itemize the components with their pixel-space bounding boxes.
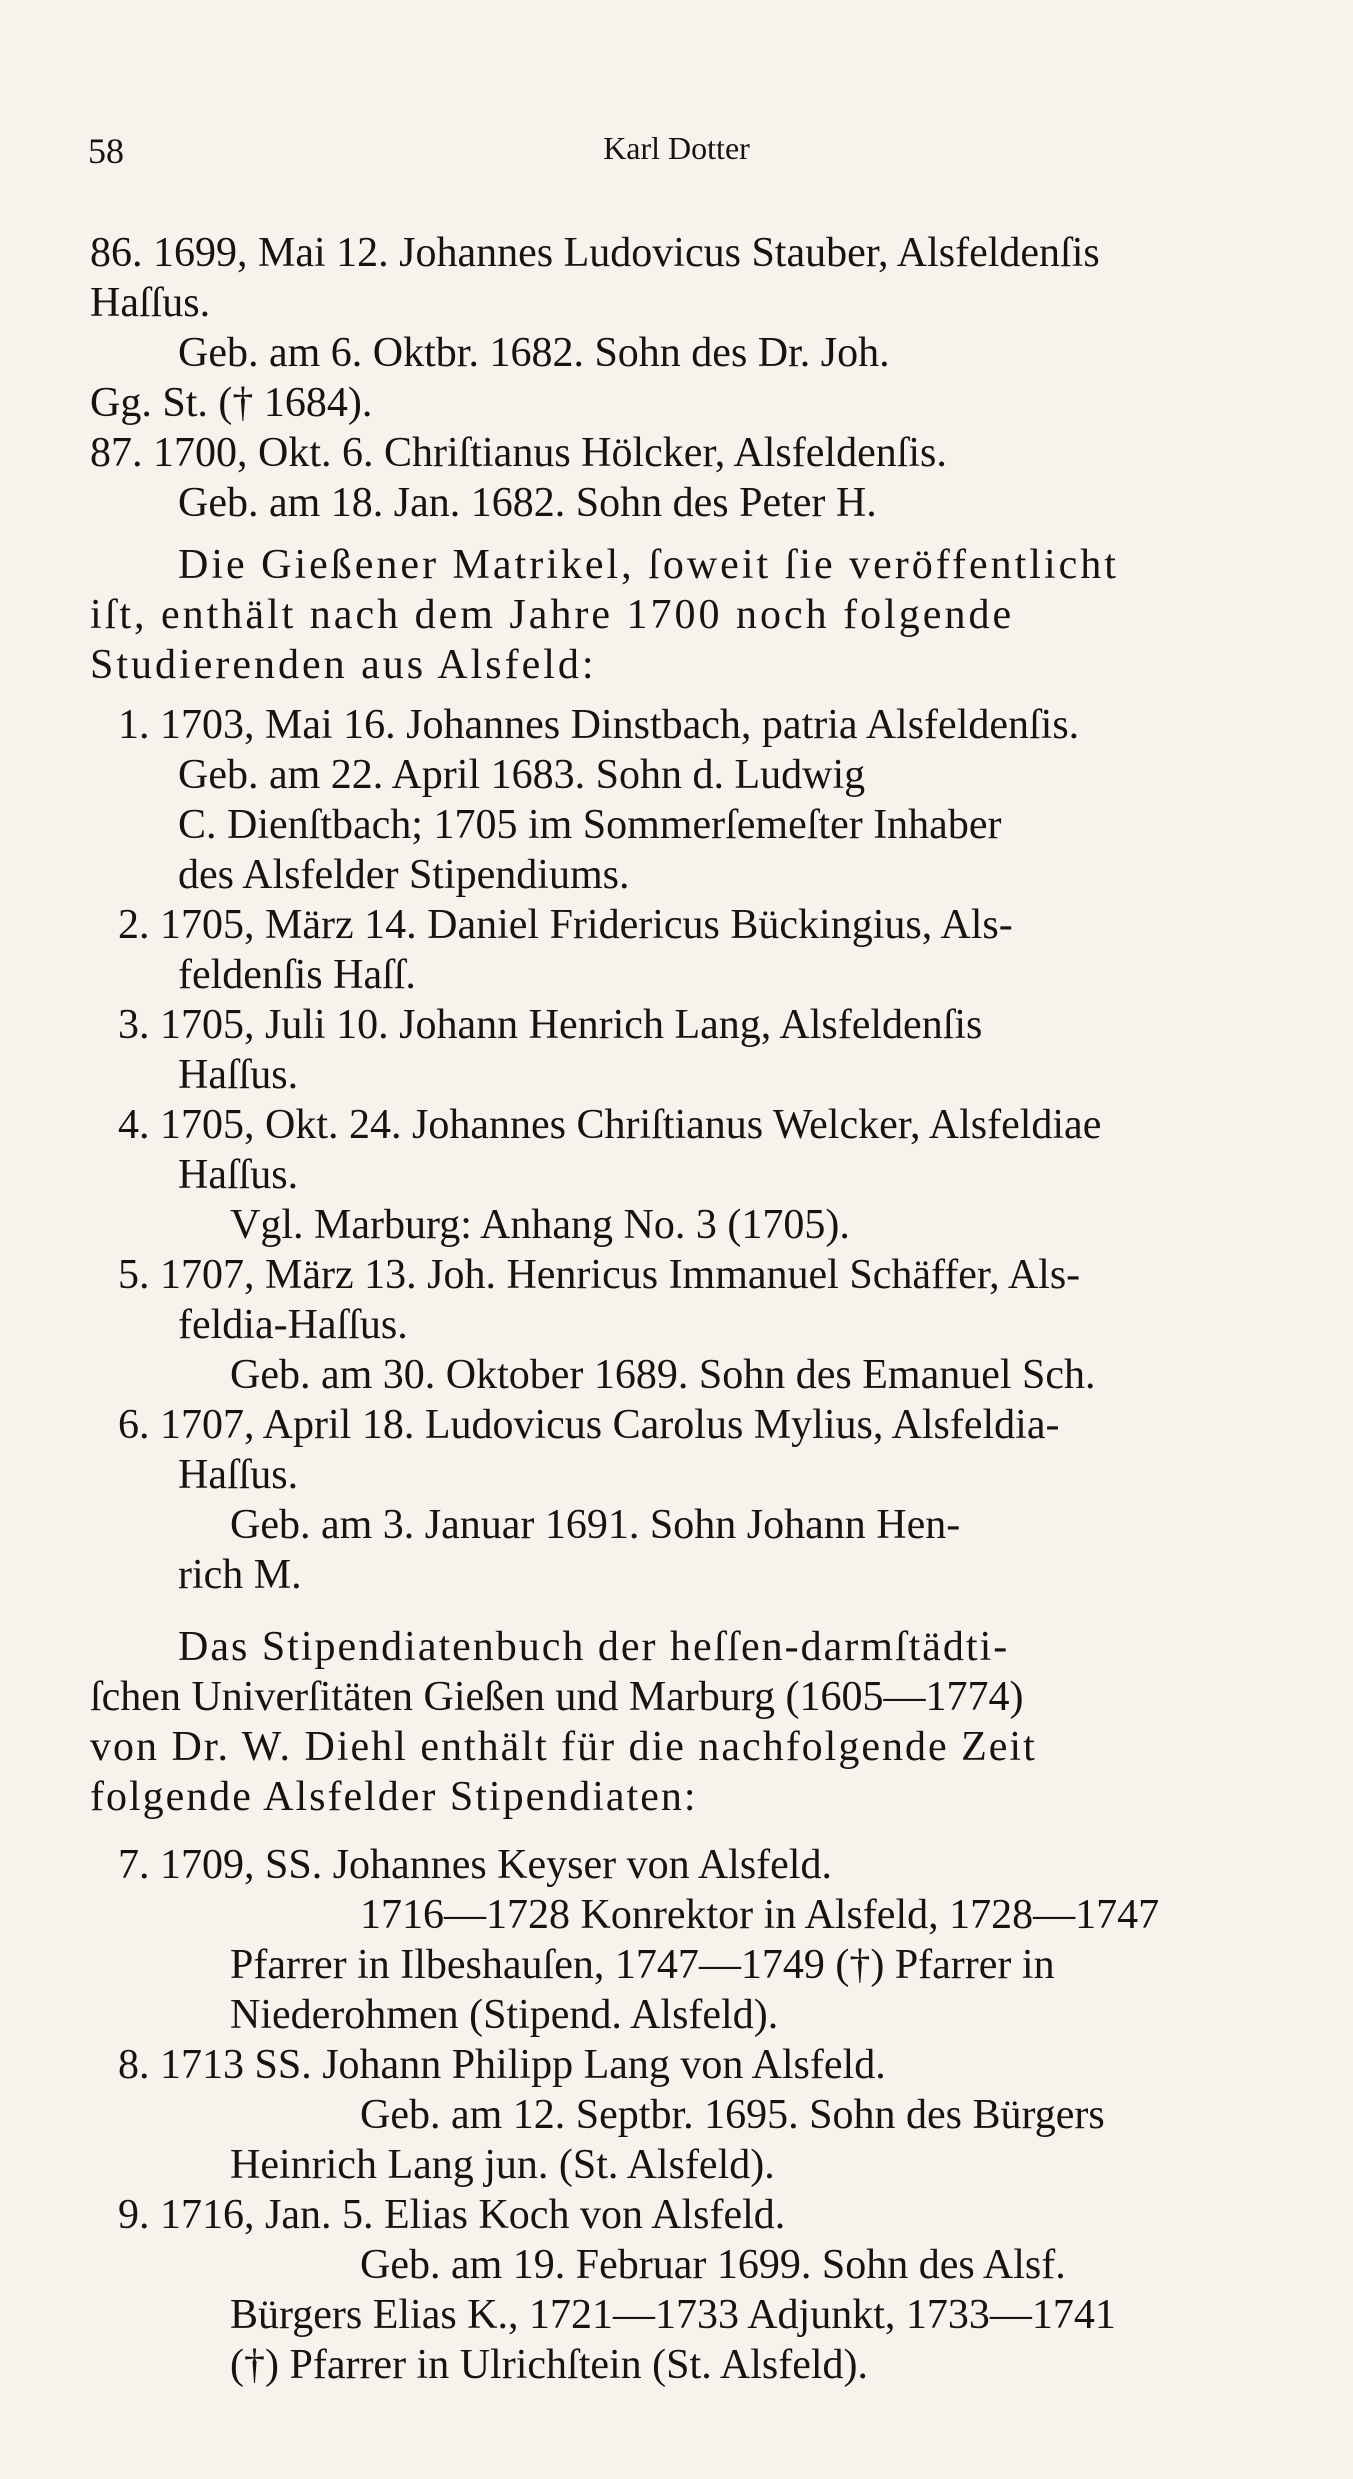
text-line: 86. 1699, Mai 12. Johannes Ludovicus Stauber, Alsfeldenſis	[90, 230, 1100, 276]
text-line: 1. 1703, Mai 16. Johannes Dinstbach, patria Alsfeldenſis.	[118, 702, 1080, 748]
text-line: Heinrich Lang jun. (St. Alsfeld).	[230, 2142, 775, 2188]
text-line: 5. 1707, März 13. Joh. Henricus Immanuel Schäffer, Als-	[118, 1252, 1081, 1298]
text-line: 1716—1728 Konrektor in Alsfeld, 1728—1747	[360, 1892, 1160, 1938]
text-line: von Dr. W. Diehl enthält für die nachfolgende Zeit	[90, 1724, 1037, 1770]
text-line: folgende Alsfelder Stipendiaten:	[90, 1774, 698, 1820]
text-line: 8. 1713 SS. Johann Philipp Lang von Alsfeld.	[118, 2042, 886, 2088]
text-line: Haſſus.	[90, 280, 211, 326]
text-line: 2. 1705, März 14. Daniel Fridericus Bückingius, Als-	[118, 902, 1013, 948]
text-line: Geb. am 3. Januar 1691. Sohn Johann Hen-	[230, 1502, 961, 1548]
text-line: Gg. St. († 1684).	[90, 380, 373, 426]
text-line: Geb. am 12. Septbr. 1695. Sohn des Bürgers	[360, 2092, 1105, 2138]
text-line: 4. 1705, Okt. 24. Johannes Chriſtianus Welcker, Alsfeldiae	[118, 1102, 1102, 1148]
text-line: Haſſus.	[178, 1152, 299, 1198]
text-line: Geb. am 30. Oktober 1689. Sohn des Emanuel Sch.	[230, 1352, 1096, 1398]
running-title: Karl Dotter	[603, 130, 750, 166]
text-line: des Alsfelder Stipendiums.	[178, 852, 630, 898]
text-line: Das Stipendiatenbuch der heſſen-darmſtädti-	[178, 1624, 1010, 1670]
text-line: ſchen Univerſitäten Gießen und Marburg (1605—1774)	[90, 1674, 1024, 1720]
text-line: Haſſus.	[178, 1452, 299, 1498]
text-line: Studierenden aus Alsfeld:	[90, 642, 597, 688]
text-line: feldia-Haſſus.	[178, 1302, 408, 1348]
text-line: Vgl. Marburg: Anhang No. 3 (1705).	[230, 1202, 850, 1248]
text-line: Geb. am 18. Jan. 1682. Sohn des Peter H.	[178, 480, 877, 526]
text-line: 9. 1716, Jan. 5. Elias Koch von Alsfeld.	[118, 2192, 786, 2238]
text-line: Niederohmen (Stipend. Alsfeld).	[230, 1992, 779, 2038]
text-line: 3. 1705, Juli 10. Johann Henrich Lang, Alsfeldenſis	[118, 1002, 983, 1048]
text-line: Die Gießener Matrikel, ſoweit ſie veröffentlicht	[178, 542, 1119, 588]
text-line: 7. 1709, SS. Johannes Keyser von Alsfeld.	[118, 1842, 832, 1888]
page-number: 58	[88, 131, 124, 171]
text-line: rich M.	[178, 1552, 302, 1598]
text-line: Geb. am 19. Februar 1699. Sohn des Alsf.	[360, 2242, 1066, 2288]
text-line: Haſſus.	[178, 1052, 299, 1098]
text-line: iſt, enthält nach dem Jahre 1700 noch folgende	[90, 592, 1015, 638]
text-line: C. Dienſtbach; 1705 im Sommerſemeſter Inhaber	[178, 802, 1002, 848]
text-line: feldenſis Haſſ.	[178, 952, 416, 998]
text-line: 87. 1700, Okt. 6. Chriſtianus Hölcker, Alsfeldenſis.	[90, 430, 947, 476]
page-header	[88, 130, 1265, 180]
text-line: Geb. am 22. April 1683. Sohn d. Ludwig	[178, 752, 866, 798]
text-line: Pfarrer in Ilbeshauſen, 1747—1749 (†) Pfarrer in	[230, 1942, 1055, 1988]
text-line: (†) Pfarrer in Ulrichſtein (St. Alsfeld).	[230, 2342, 868, 2388]
text-line: 6. 1707, April 18. Ludovicus Carolus Mylius, Alsfeldia-	[118, 1402, 1060, 1448]
text-line: Bürgers Elias K., 1721—1733 Adjunkt, 1733—1741	[230, 2292, 1116, 2338]
text-line: Geb. am 6. Oktbr. 1682. Sohn des Dr. Joh.	[178, 330, 890, 376]
